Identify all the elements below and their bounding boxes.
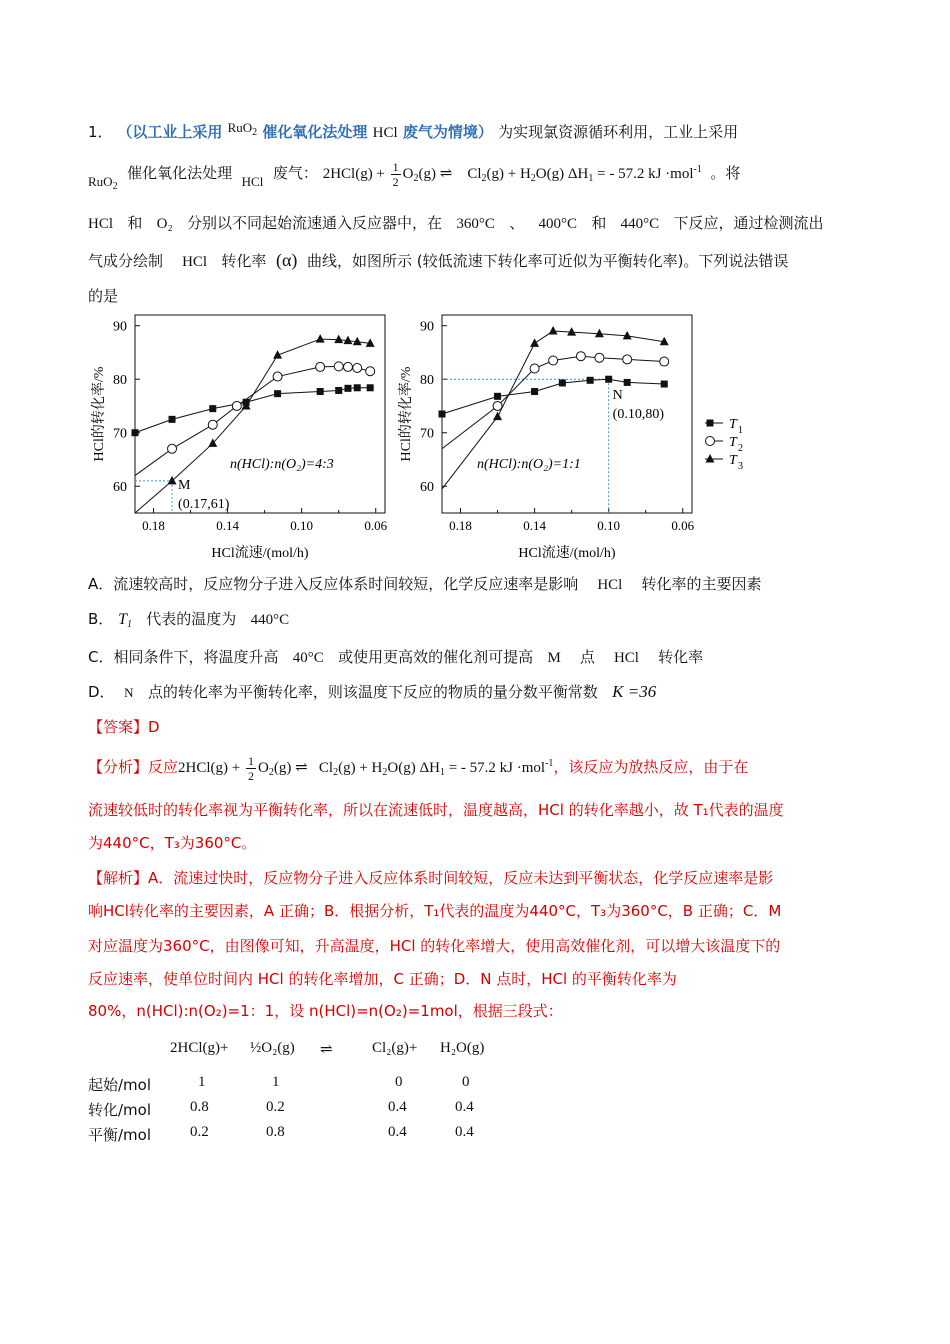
data-point-T2 xyxy=(493,401,502,410)
ruo2-formula: RuO$_2$ xyxy=(88,173,118,192)
data-point-T1 xyxy=(661,381,668,388)
question-number: 1． xyxy=(88,123,113,141)
legend-marker-1 xyxy=(707,420,714,427)
explanation-line-4: 反应速率，使单位时间内 HCl 的转化率增加，C 正确；D．N 点时，HCl 的平衡转化率为 xyxy=(88,970,677,988)
legend-label: T xyxy=(729,417,737,432)
y-tick-label: 60 xyxy=(420,480,434,496)
data-point-T1 xyxy=(354,384,361,391)
table-row-label: 起始/mol xyxy=(88,1076,152,1094)
table-cell: 1 xyxy=(272,1074,280,1090)
table-header-3: ⇌ xyxy=(320,1042,333,1058)
table-cell: 0 xyxy=(395,1074,403,1090)
data-point-T2 xyxy=(316,362,325,371)
option-a: A．流速较高时，反应物分子进入反应体系时间较短，化学反应速率是影响 HCl 转化率的主要因素 xyxy=(88,575,762,593)
line2-text: 催化氧化法处理 xyxy=(127,163,233,182)
data-point-T1 xyxy=(494,393,501,400)
data-point-T2 xyxy=(208,420,217,429)
data-point-T2 xyxy=(530,364,539,373)
reaction-equation: 2HCl(g) + $\frac{1}{2}$ $O_2(g)$ ⇌ $Cl_2(g) + H_2O(g) \Delta H_1$ = - 57.2 kJ ·mol$^{-1}$ xyxy=(322,160,702,189)
data-point-T1 xyxy=(274,390,281,397)
charts-figure xyxy=(85,305,845,565)
data-point-T2 xyxy=(549,356,558,365)
analysis-line-2: 流速较低时的转化率视为平衡转化率，所以在流速低时，温度越高，HCl 的转化率越小，故 T₁代表的温度 xyxy=(88,801,784,819)
option-d: D． N 点的转化率为平衡转化率，则该温度下反应的物质的量分数平衡常数 K =36 xyxy=(88,682,657,701)
table-cell: 0.8 xyxy=(266,1124,285,1140)
point-label: M xyxy=(178,477,191,493)
x-tick-label: 0.10 xyxy=(597,518,621,533)
data-point-T3 xyxy=(549,326,558,335)
table-cell: 0.8 xyxy=(190,1099,209,1115)
y-tick-label: 70 xyxy=(113,426,127,442)
data-point-T3 xyxy=(493,412,502,421)
question-line-2 xyxy=(88,160,740,192)
data-point-T1 xyxy=(317,388,324,395)
data-point-T3 xyxy=(567,327,576,336)
data-point-T3 xyxy=(316,334,325,343)
data-point-T3 xyxy=(334,335,343,344)
explanation-line-2: 响HCl转化率的主要因素，A 正确；B．根据分析，T₁代表的温度为440°C，T₃为360°C，B 正确；C．M xyxy=(88,902,782,920)
question-line-1-text: 为实现氯资源循环利用，工业上采用 xyxy=(498,123,739,141)
data-point-T2 xyxy=(343,362,352,371)
data-point-T2 xyxy=(660,357,669,366)
data-point-T3 xyxy=(168,476,177,485)
data-point-T2 xyxy=(595,353,604,362)
table-row-label: 转化/mol xyxy=(88,1101,152,1119)
legend-subscript: 1 xyxy=(738,425,743,436)
data-point-T2 xyxy=(168,444,177,453)
data-point-T1 xyxy=(132,429,139,436)
question-line-5: 的是 xyxy=(88,287,119,305)
data-point-T1 xyxy=(587,377,594,384)
table-header-5: H₂O(g) xyxy=(440,1040,485,1056)
line2-end: 。将 xyxy=(710,163,741,182)
data-point-T1 xyxy=(169,416,176,423)
data-point-T1 xyxy=(605,376,612,383)
y-tick-label: 90 xyxy=(420,319,434,335)
table-header-4: Cl₂(g)+ xyxy=(372,1040,418,1056)
x-tick-label: 0.10 xyxy=(290,518,314,533)
data-point-T1 xyxy=(209,405,216,412)
answer: 【答案】D xyxy=(88,718,160,736)
table-cell: 1 xyxy=(198,1074,206,1090)
legend-label: T xyxy=(729,435,737,450)
legend-subscript: 2 xyxy=(738,443,743,454)
y-tick-label: 60 xyxy=(113,480,127,496)
data-point-T3 xyxy=(530,338,539,347)
y-tick-label: 80 xyxy=(113,373,127,389)
data-point-T1 xyxy=(439,411,446,418)
chart-left xyxy=(91,315,388,561)
data-point-T2 xyxy=(353,363,362,372)
table-cell: 0 xyxy=(462,1074,470,1090)
data-point-T1 xyxy=(559,379,566,386)
x-axis-label: HCl流速/(mol/h) xyxy=(518,546,616,561)
question-line-3: HCl 和 O₂ 分别以不同起始流速通入反应器中，在 360°C 、 400°C 和 440°C 下反应，通过检测流出 xyxy=(88,214,824,232)
chart-right xyxy=(398,315,695,561)
data-point-T2 xyxy=(273,372,282,381)
data-point-T1 xyxy=(624,379,631,386)
table-header-2: ½O₂(g) xyxy=(250,1040,295,1056)
explanation-line-3: 对应温度为360°C，由图像可知，升高温度，HCl 的转化率增大，使用高效催化剂，可以增大该温度下的 xyxy=(88,937,781,955)
series-line-T2 xyxy=(442,356,664,449)
chart-legend xyxy=(705,417,743,472)
y-tick-label: 80 xyxy=(420,373,434,389)
x-tick-label: 0.06 xyxy=(671,518,695,533)
x-tick-label: 0.14 xyxy=(216,518,239,533)
question-context: （以工业上采用 RuO$_2$ 催化氧化法处理 HCl 废气为情境） xyxy=(117,120,493,141)
x-tick-label: 0.18 xyxy=(449,518,472,533)
data-point-T3 xyxy=(595,329,604,338)
explanation-line-1: 【解析】A．流速过快时，反应物分子进入反应体系时间较短，反应未达到平衡状态，化学反应速率是影 xyxy=(88,869,774,887)
option-b: B． $T_1$ 代表的温度为 440°C xyxy=(88,610,290,630)
table-cell: 0.4 xyxy=(455,1099,474,1115)
data-point-T2 xyxy=(334,362,343,371)
data-point-T1 xyxy=(367,384,374,391)
question-line-1 xyxy=(88,120,738,142)
y-axis-label: HCl的转化率/% xyxy=(92,366,107,462)
table-cell: 0.2 xyxy=(190,1124,209,1140)
data-point-T1 xyxy=(344,385,351,392)
table-header-1: 2HCl(g)+ xyxy=(170,1040,229,1056)
option-c: C．相同条件下，将温度升高 40°C 或使用更高效的催化剂可提高 M 点 HCl 转化率 xyxy=(88,648,704,666)
legend-label: T xyxy=(729,453,737,468)
data-point-T2 xyxy=(232,401,241,410)
ratio-annotation: n(HCl):n(O₂)=4:3 xyxy=(230,457,334,472)
data-point-T2 xyxy=(576,352,585,361)
point-coordinates: (0.10,80) xyxy=(612,407,664,423)
data-point-T2 xyxy=(366,367,375,376)
legend-marker-2 xyxy=(706,437,715,446)
point-coordinates: (0.17,61) xyxy=(178,496,230,512)
y-axis-label: HCl的转化率/% xyxy=(399,366,414,462)
x-axis-label: HCl流速/(mol/h) xyxy=(211,546,309,561)
line2-text-2: 废气： xyxy=(272,163,318,182)
legend-marker-3 xyxy=(706,454,715,463)
question-line-4: 气成分绘制 HCl 转化率 (α) 曲线，如图所示 (较低流速下转化率可近似为平衡转化率)。下列说法错误 xyxy=(88,250,789,270)
table-row-label: 平衡/mol xyxy=(88,1126,152,1144)
analysis-line-1: 【分析】反应2HCl(g) + $\frac{1}{2}$ $O_2(g)$ ⇌ $Cl_2(g) + H_2O(g) \Delta H_1$ = - 57.2 kJ ·mol$^{-1}$，该反应为放热反应，由于在 xyxy=(88,754,749,783)
x-tick-label: 0.14 xyxy=(523,518,546,533)
table-cell: 0.4 xyxy=(388,1124,407,1140)
data-point-T2 xyxy=(623,355,632,364)
y-tick-label: 70 xyxy=(420,426,434,442)
ratio-annotation: n(HCl):n(O₂)=1:1 xyxy=(477,457,581,472)
explanation-line-5: 80%，n(HCl):n(O₂)=1：1，设 n(HCl)=n(O₂)=1mol，根据三段式： xyxy=(88,1002,563,1020)
legend-subscript: 3 xyxy=(738,461,743,472)
data-point-T3 xyxy=(623,331,632,340)
table-cell: 0.4 xyxy=(388,1099,407,1115)
point-label: N xyxy=(612,388,623,404)
data-point-T1 xyxy=(335,387,342,394)
x-tick-label: 0.18 xyxy=(142,518,165,533)
analysis-label: 【分析】 xyxy=(88,757,149,776)
x-tick-label: 0.06 xyxy=(364,518,388,533)
hcl-formula: HCl xyxy=(241,173,264,189)
table-cell: 0.2 xyxy=(266,1099,285,1115)
analysis-line-3: 为440°C，T₃为360°C。 xyxy=(88,834,257,852)
y-tick-label: 90 xyxy=(113,319,127,335)
data-point-T1 xyxy=(531,388,538,395)
table-cell: 0.4 xyxy=(455,1124,474,1140)
analysis-equation: 2HCl(g) + $\frac{1}{2}$ $O_2(g)$ ⇌ $Cl_2(g) + H_2O(g) \Delta H_1$ = - 57.2 kJ ·mol$^{-1}$ xyxy=(178,754,554,783)
